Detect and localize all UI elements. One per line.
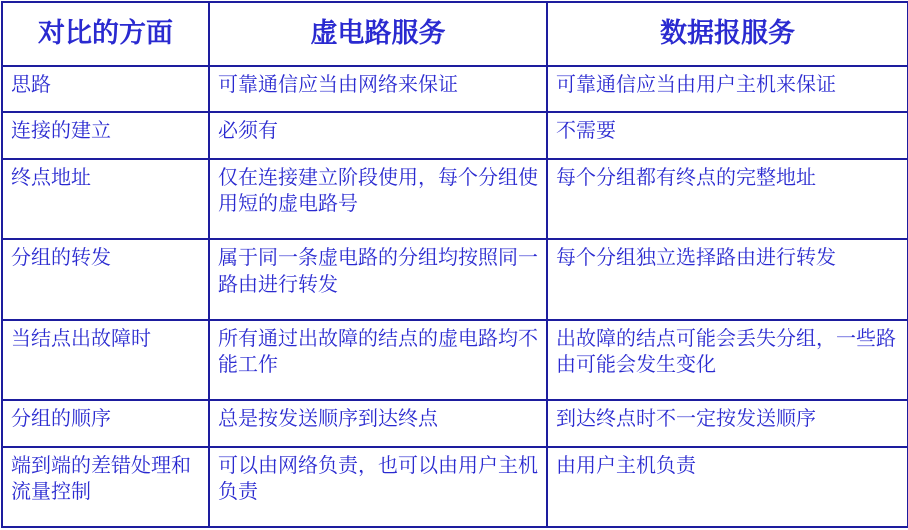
row-datagram-text: 由用户主机负责	[556, 452, 696, 477]
row-datagram-text: 可靠通信应当由用户主机来保证	[556, 71, 836, 96]
row-aspect-cell	[2, 239, 209, 319]
row-virtual-circuit-cell	[209, 447, 547, 528]
row-datagram-cell	[547, 447, 908, 528]
row-aspect-text: 终点地址	[11, 164, 91, 189]
column-header-datagram-label: 数据报服务	[660, 17, 795, 49]
table-row	[2, 66, 908, 113]
row-virtual-circuit-text: 可靠通信应当由网络来保证	[218, 71, 458, 96]
table-row	[2, 239, 908, 319]
row-aspect-text: 当结点出故障时	[11, 325, 151, 350]
table-row	[2, 159, 908, 239]
row-aspect-cell	[2, 447, 209, 528]
row-aspect-text: 端到端的差错处理和流量控制	[11, 452, 191, 503]
row-aspect-cell	[2, 400, 209, 447]
row-aspect-cell	[2, 159, 209, 239]
comparison-table-container	[0, 1, 908, 530]
row-datagram-text: 出故障的结点可能会丢失分组，一些路由可能会发生变化	[556, 325, 896, 376]
table-row	[2, 320, 908, 400]
table-header-row	[2, 2, 908, 66]
row-datagram-cell	[547, 159, 908, 239]
row-virtual-circuit-cell	[209, 112, 547, 159]
row-virtual-circuit-text: 属于同一条虚电路的分组均按照同一路由进行转发	[218, 245, 538, 296]
row-datagram-cell	[547, 239, 908, 319]
column-header-aspect	[2, 2, 209, 66]
row-virtual-circuit-cell	[209, 400, 547, 447]
column-header-datagram	[547, 2, 908, 66]
row-datagram-text: 每个分组独立选择路由进行转发	[556, 245, 836, 270]
row-virtual-circuit-text: 必须有	[218, 118, 278, 143]
table-row	[2, 447, 908, 528]
row-virtual-circuit-text: 总是按发送顺序到达终点	[218, 405, 438, 430]
row-datagram-cell	[547, 400, 908, 447]
row-datagram-cell	[547, 66, 908, 113]
row-datagram-text: 到达终点时不一定按发送顺序	[556, 405, 816, 430]
row-aspect-text: 分组的顺序	[11, 405, 111, 430]
row-aspect-text: 连接的建立	[11, 118, 111, 143]
row-datagram-cell	[547, 320, 908, 400]
row-virtual-circuit-cell	[209, 320, 547, 400]
row-datagram-cell	[547, 112, 908, 159]
table-row	[2, 112, 908, 159]
row-datagram-text: 每个分组都有终点的完整地址	[556, 164, 816, 189]
column-header-virtual-circuit	[209, 2, 547, 66]
column-header-aspect-label: 对比的方面	[38, 17, 173, 49]
row-aspect-text: 分组的转发	[11, 245, 111, 270]
row-aspect-text: 思路	[11, 71, 51, 96]
row-datagram-text: 不需要	[556, 118, 616, 143]
row-virtual-circuit-text: 所有通过出故障的结点的虚电路均不能工作	[218, 325, 538, 376]
column-header-virtual-circuit-label: 虚电路服务	[310, 17, 446, 49]
row-virtual-circuit-cell	[209, 159, 547, 239]
row-aspect-cell	[2, 112, 209, 159]
row-aspect-cell	[2, 66, 209, 113]
row-aspect-cell	[2, 320, 209, 400]
row-virtual-circuit-cell	[209, 239, 547, 319]
comparison-table	[1, 1, 908, 528]
row-virtual-circuit-text: 仅在连接建立阶段使用，每个分组使用短的虚电路号	[218, 164, 538, 216]
row-virtual-circuit-text: 可以由网络负责，也可以由用户主机负责	[218, 452, 538, 503]
row-virtual-circuit-cell	[209, 66, 547, 113]
table-row	[2, 400, 908, 447]
